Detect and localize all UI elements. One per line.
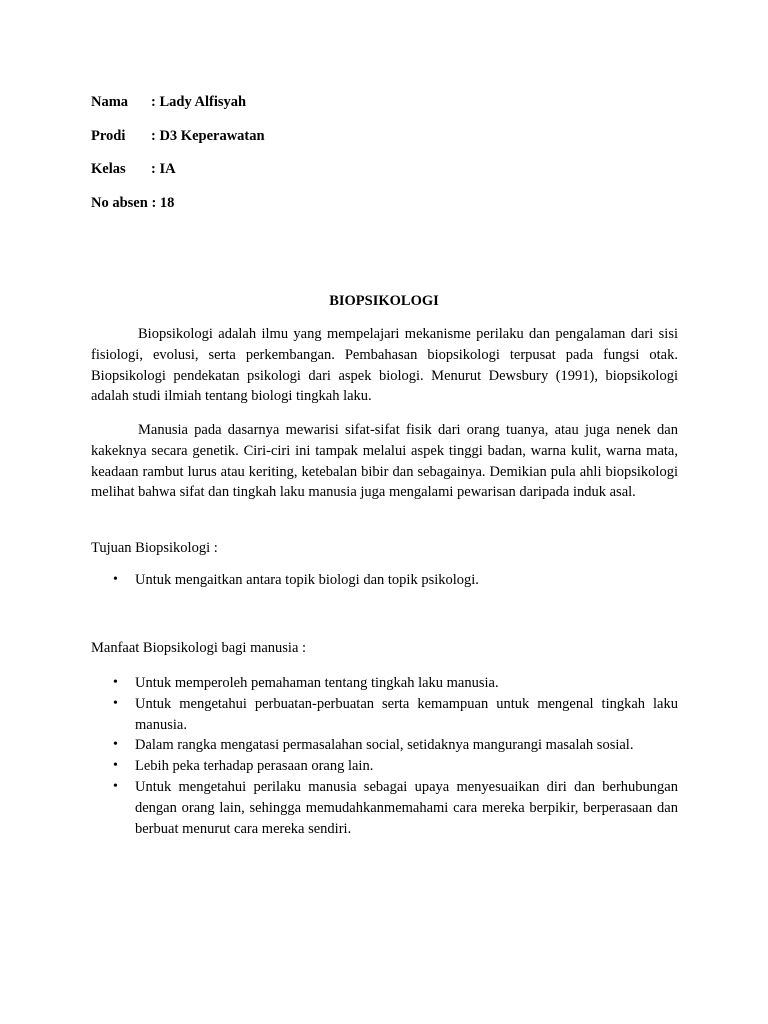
manfaat-list <box>91 673 678 839</box>
header-value: : IA <box>151 161 176 177</box>
list-item <box>91 673 678 694</box>
list-item <box>91 694 678 736</box>
list-item-text: Untuk mengetahui perilaku manusia sebagai upaya menyesuaikan diri dan berhubungan dengan orang lain, sehingga memudahkanmemahami cara mereka berpikir, berperasaan dan berbuat menurut cara mereka sendiri. <box>135 778 678 837</box>
list-item <box>91 735 678 756</box>
list-item <box>91 570 678 591</box>
paragraph-1: Biopsikologi adalah ilmu yang mempelajari mekanisme perilaku dan pengalaman dari sisi fisiologi, evolusi, serta perkembangan. Pembahasan biopsikologi terpusat pada fungsi otak. Biopsikologi pendekatan psikologi dari aspek biologi. Menurut Dewsbury (1991), biopsikologi adalah studi ilmiah tentang biologi tingkah laku. <box>91 326 678 405</box>
header-row-kelas <box>91 160 176 178</box>
header-label: Prodi <box>91 128 126 144</box>
document-title: BIOPSIKOLOGI <box>329 293 439 309</box>
paragraph-2: Manusia pada dasarnya mewarisi sifat-sifat fisik dari orang tuanya, atau juga nenek dan kakeknya secara genetik. Ciri-ciri ini tampak melalui aspek tinggi badan, warna kulit, warna mata, keadaan rambut lurus atau keriting, ketebalan bibir dan sebagainya. Demikian pula ahli biopsikologi melihat bahwa sifat dan tingkah laku manusia juga mengalami pewarisan daripada induk asal. <box>91 422 678 501</box>
header-value: : D3 Keperawatan <box>151 128 265 144</box>
header-label: Kelas <box>91 161 126 177</box>
bullet-icon: • <box>113 572 118 587</box>
manfaat-heading: Manfaat Biopsikologi bagi manusia : <box>91 640 307 656</box>
bullet-icon: • <box>113 695 118 711</box>
bullet-icon: • <box>113 778 118 794</box>
header-row-prodi <box>91 127 265 145</box>
header-row-no-absen <box>91 194 174 212</box>
tujuan-heading: Tujuan Biopsikologi : <box>91 540 218 556</box>
header-value: : 18 <box>151 195 175 211</box>
header-row-nama <box>91 93 247 111</box>
list-item-text: Untuk mengaitkan antara topik biologi dan topik psikologi. <box>135 572 479 588</box>
list-item <box>91 756 678 777</box>
header-label: No absen <box>91 195 148 211</box>
bullet-icon: • <box>113 758 118 774</box>
list-item-text: Dalam rangka mengatasi permasalahan social, setidaknya mangurangi masalah sosial. <box>135 737 634 754</box>
list-item-text: Untuk memperoleh pemahaman tentang tingkah laku manusia. <box>135 675 499 691</box>
header-label: Nama <box>91 94 129 110</box>
list-item <box>91 777 678 839</box>
bullet-icon: • <box>113 737 118 753</box>
list-item-text: Lebih peka terhadap perasaan orang lain. <box>135 758 374 775</box>
list-item-text: Untuk mengetahui perbuatan-perbuatan serta kemampuan untuk mengenal tingkah laku manusia. <box>135 695 678 733</box>
bullet-icon: • <box>113 675 118 690</box>
tujuan-list <box>91 570 678 591</box>
header-value: : Lady Alfisyah <box>151 94 247 110</box>
